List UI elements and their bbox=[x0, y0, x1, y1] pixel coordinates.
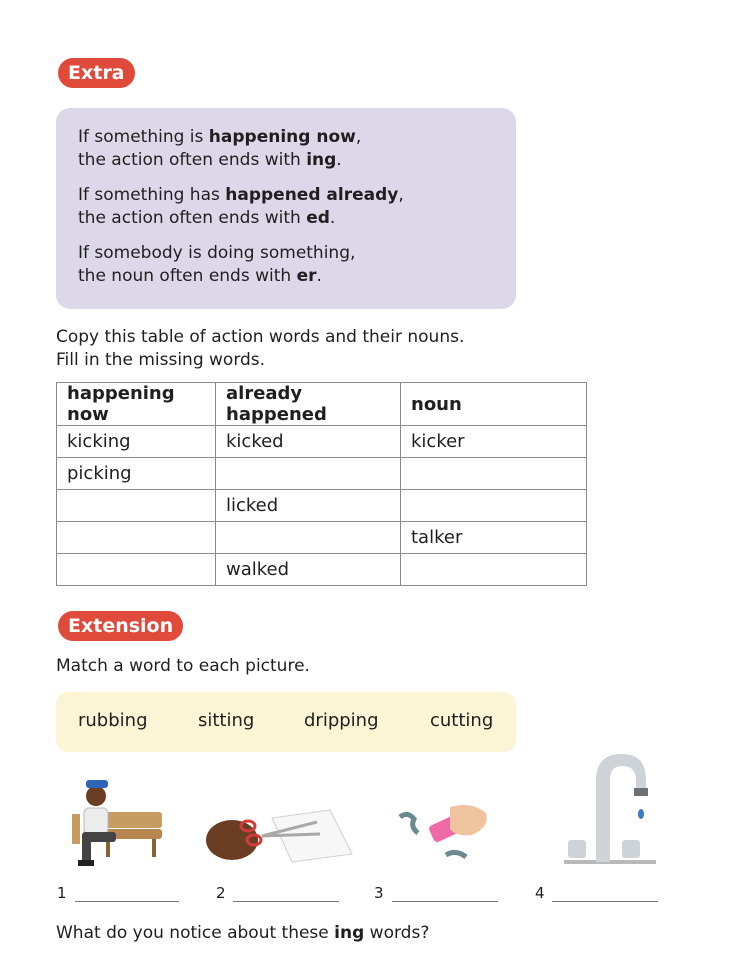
word-bank-item: cutting bbox=[430, 710, 494, 731]
answer-line-2[interactable] bbox=[233, 901, 339, 902]
question-text: What do you notice about these bbox=[56, 923, 335, 943]
picture-number: 1 bbox=[57, 884, 67, 902]
rule-text: , bbox=[398, 185, 404, 205]
rule-1 bbox=[78, 126, 361, 172]
table-cell: talker bbox=[401, 522, 587, 554]
question-text: words? bbox=[364, 923, 430, 943]
table-cell bbox=[57, 522, 216, 554]
picture-number: 2 bbox=[216, 884, 226, 902]
match-instruction: Match a word to each picture. bbox=[56, 656, 310, 676]
rule-text: If something is bbox=[78, 127, 209, 147]
rule-text: the action often ends with bbox=[78, 150, 307, 170]
rule-text: . bbox=[329, 208, 336, 228]
instruction-line-2: Fill in the missing words. bbox=[56, 350, 266, 370]
extra-badge: Extra bbox=[58, 58, 135, 88]
table-cell bbox=[401, 490, 587, 522]
word-bank bbox=[56, 692, 516, 752]
rule-text: . bbox=[316, 266, 322, 286]
rule-2 bbox=[78, 184, 404, 230]
rule-text: , bbox=[355, 127, 362, 147]
word-bank-item: dripping bbox=[304, 710, 379, 731]
table-cell bbox=[401, 458, 587, 490]
answer-line-4[interactable] bbox=[552, 901, 658, 902]
picture-number: 3 bbox=[374, 884, 384, 902]
word-bank-item: sitting bbox=[198, 710, 255, 731]
rule-text: the noun often ends with bbox=[78, 266, 297, 286]
header-happening-now: happening now bbox=[57, 383, 216, 426]
rule-3 bbox=[78, 242, 355, 288]
man-on-bench-icon bbox=[66, 774, 166, 869]
extension-badge: Extension bbox=[58, 611, 183, 641]
table-header-row bbox=[57, 383, 587, 426]
rule-bold: er bbox=[296, 266, 317, 286]
rule-bold: happening now bbox=[208, 127, 356, 147]
rules-box bbox=[56, 108, 516, 309]
action-words-table bbox=[56, 382, 587, 586]
table-row bbox=[57, 554, 587, 586]
answer-line-3[interactable] bbox=[392, 901, 498, 902]
table-cell bbox=[401, 554, 587, 586]
table-cell: walked bbox=[216, 554, 401, 586]
rule-text: . bbox=[336, 150, 342, 170]
question-bold: ing bbox=[334, 923, 365, 943]
table-row bbox=[57, 458, 587, 490]
question bbox=[56, 922, 429, 945]
table-cell bbox=[216, 522, 401, 554]
table-cell: kicked bbox=[216, 426, 401, 458]
header-already-happened: already happened bbox=[216, 383, 401, 426]
table-row bbox=[57, 490, 587, 522]
instruction-line-1: Copy this table of action words and their nouns. bbox=[56, 327, 465, 347]
rule-bold: happened already bbox=[225, 185, 399, 205]
table-cell: picking bbox=[57, 458, 216, 490]
rule-text: If something has bbox=[78, 185, 226, 205]
rule-bold: ed bbox=[306, 208, 330, 228]
rubber-rubbing-icon bbox=[392, 797, 497, 867]
table-row bbox=[57, 426, 587, 458]
table-cell bbox=[57, 490, 216, 522]
table-row bbox=[57, 522, 587, 554]
table-cell bbox=[57, 554, 216, 586]
header-noun: noun bbox=[401, 383, 587, 426]
answer-line-1[interactable] bbox=[75, 901, 179, 902]
table-cell: kicker bbox=[401, 426, 587, 458]
rule-bold: ing bbox=[306, 150, 337, 170]
table-cell: licked bbox=[216, 490, 401, 522]
table-cell: kicking bbox=[57, 426, 216, 458]
scissors-cutting-icon bbox=[202, 800, 357, 870]
rule-text: If somebody is doing something, bbox=[78, 243, 356, 263]
word-bank-item: rubbing bbox=[78, 710, 148, 731]
table-cell bbox=[216, 458, 401, 490]
rule-text: the action often ends with bbox=[78, 208, 307, 228]
dripping-tap-icon bbox=[560, 750, 660, 865]
picture-number: 4 bbox=[535, 884, 545, 902]
